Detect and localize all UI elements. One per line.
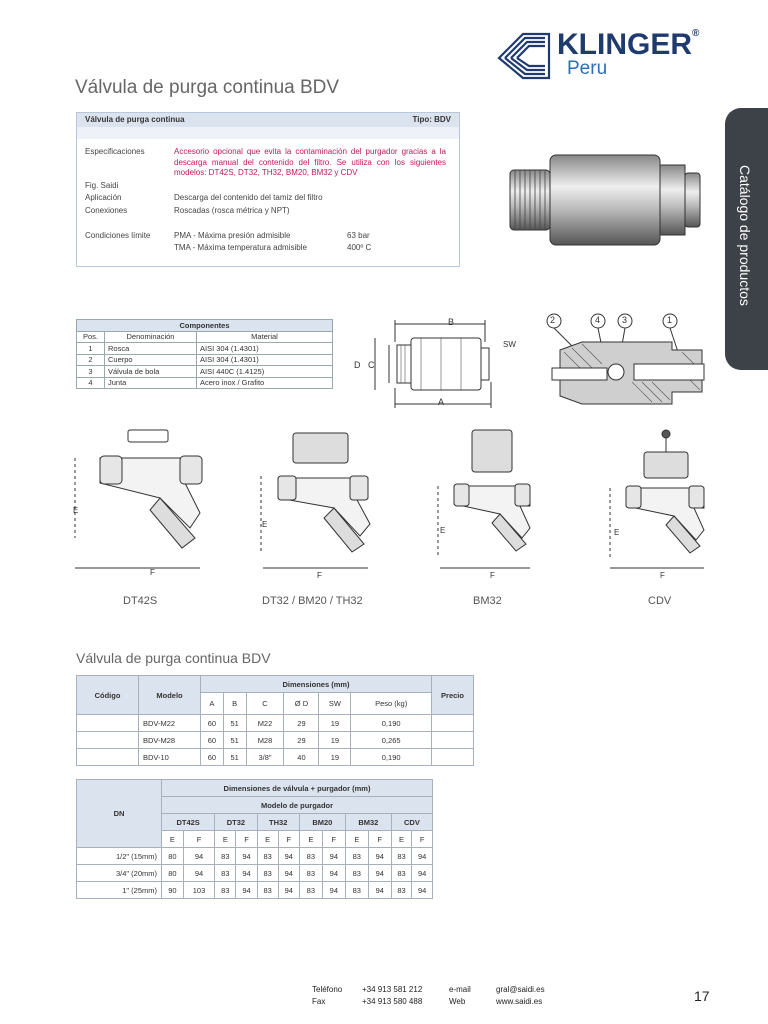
table-row: 1 Rosca AISI 304 (1.4301) bbox=[77, 343, 333, 355]
callout-3: 3 bbox=[622, 315, 628, 325]
product-caption-dt32: DT32 / BM20 / TH32 bbox=[262, 595, 363, 607]
callout-4: 4 bbox=[595, 315, 601, 325]
spec-label-fig: Fig. Saidi bbox=[85, 181, 119, 190]
footer-tel: +34 913 581 212 bbox=[362, 985, 423, 994]
side-tab-label: Catálogo de productos bbox=[737, 165, 753, 306]
dn-header-subgroup: Modelo de purgador bbox=[162, 797, 433, 814]
spec-value-conexiones: Roscadas (rosca métrica y NPT) bbox=[174, 206, 290, 215]
dn-cell: 83 bbox=[257, 865, 278, 882]
table-row: BDV-M28 60 51 M28 29 19 0,265 bbox=[77, 732, 474, 749]
dn-cell: 83 bbox=[299, 865, 322, 882]
valve-illustration bbox=[505, 145, 705, 255]
spec-value-tma-amount: 400º C bbox=[347, 243, 372, 252]
spec-box bbox=[76, 112, 460, 267]
dn-cell: 94 bbox=[322, 848, 345, 865]
footer-tel-label: Teléfono bbox=[312, 985, 343, 994]
dimensions-table: Código Modelo Dimensiones (mm) Precio A B C Ø D SW Peso (kg) BDV-M22 60 51 M22 29 19 0,190 BDV-M28 60 51 M28 29 19 0,265 BDV-10 60 51 3/8" 40 19 0,190 bbox=[76, 675, 474, 766]
dn-cell: 83 bbox=[345, 882, 368, 899]
dn-cell: 83 bbox=[391, 848, 411, 865]
dim-label-b: B bbox=[448, 317, 455, 327]
spec-label-condiciones: Condiciones límite bbox=[85, 231, 151, 240]
spec-label-aplicacion: Aplicación bbox=[85, 193, 122, 202]
page-number: 17 bbox=[694, 988, 710, 1004]
product-caption-dt42s: DT42S bbox=[123, 595, 158, 607]
dim-label-d: D bbox=[354, 360, 361, 370]
dn-cell: 94 bbox=[236, 882, 257, 899]
dn-cell: 94 bbox=[183, 848, 215, 865]
logo-name: KLINGER® bbox=[557, 28, 700, 61]
spec-value-tma: TMA - Máxima temperatura admisible bbox=[174, 243, 307, 252]
product-cdv-f-label: F bbox=[660, 571, 665, 580]
dn-cell: 94 bbox=[236, 865, 257, 882]
product-dt42s-f-label: F bbox=[150, 568, 155, 577]
product-caption-bm32: BM32 bbox=[473, 595, 502, 607]
dim-label-sw: SW bbox=[503, 340, 516, 349]
dn-cell: 83 bbox=[299, 848, 322, 865]
product-caption-cdv: CDV bbox=[648, 595, 672, 607]
dn-cell: 94 bbox=[236, 848, 257, 865]
spec-value-pma-amount: 63 bar bbox=[347, 231, 370, 240]
product-dt32-f-label: F bbox=[317, 571, 322, 580]
dn-cell: 80 bbox=[162, 848, 184, 865]
dn-cell: 83 bbox=[345, 865, 368, 882]
dn-row-label: 3/4" (20mm) bbox=[77, 865, 162, 882]
table-row bbox=[77, 865, 433, 882]
product-dt42s-e-label: E bbox=[73, 506, 79, 515]
product-dt32-e-label: E bbox=[262, 520, 268, 529]
components-title: Componentes bbox=[77, 320, 333, 332]
dn-cell: 94 bbox=[322, 882, 345, 899]
dn-row-label: 1" (25mm) bbox=[77, 882, 162, 899]
footer-email[interactable]: gral@saidi.es bbox=[496, 985, 545, 994]
logo-region: Peru bbox=[567, 58, 608, 79]
dn-table: DN Dimensiones de válvula + purgador (mm) Modelo de purgador DT42S DT32 TH32 BM20 BM32 CDV E F E F E F E F E F E F 1/2" (15mm) 80 94 83 94 83 94 83 94 83 94 83 94 3/4" (20mm) 80 94 83 94 83 94 83 94 83 94 83 94 1" (25mm) 90 103 83 94 83 94 83 94 83 94 83 94 bbox=[76, 779, 433, 899]
dn-row-label: 1/2" (15mm) bbox=[77, 848, 162, 865]
dn-cell: 83 bbox=[215, 865, 236, 882]
table-row: BDV-10 60 51 3/8" 40 19 0,190 bbox=[77, 749, 474, 766]
table-row bbox=[77, 882, 433, 899]
spec-label-especificaciones: Especificaciones bbox=[85, 147, 145, 156]
spec-value-pma: PMA - Máxima presión admisible bbox=[174, 231, 291, 240]
dn-cell: 83 bbox=[257, 848, 278, 865]
dim-header-codigo: Código bbox=[77, 676, 139, 715]
footer-fax-label: Fax bbox=[312, 997, 326, 1006]
dn-cell: 83 bbox=[215, 882, 236, 899]
spec-label-conexiones: Conexiones bbox=[85, 206, 128, 215]
dn-cell: 94 bbox=[322, 865, 345, 882]
spec-header-left: Válvula de purga continua bbox=[85, 115, 185, 124]
spec-value-especificaciones: Accesorio opcional que evita la contaminación del purgador gracias a la descarga manual del contenido del filtro. Se utiliza con los siguientes modelos: DT42S, DT32, TH32, BM20, BM32 y CDV bbox=[174, 147, 446, 177]
dn-cell: 83 bbox=[345, 848, 368, 865]
dn-cell: 80 bbox=[162, 865, 184, 882]
spec-band bbox=[77, 127, 459, 139]
components-table bbox=[76, 319, 333, 389]
dn-cell: 103 bbox=[183, 882, 215, 899]
product-cdv-e-label: E bbox=[614, 528, 620, 537]
table-row: 4 Junta Acero inox / Grafito bbox=[77, 377, 333, 389]
components-header-pos: Pos. bbox=[77, 331, 105, 343]
product-cdv-drawing bbox=[600, 428, 730, 588]
dn-cell: 94 bbox=[412, 882, 433, 899]
dim-label-a: A bbox=[438, 397, 445, 407]
footer-email-label: e-mail bbox=[449, 985, 471, 994]
components-header-material: Material bbox=[197, 331, 333, 343]
dn-cell: 90 bbox=[162, 882, 184, 899]
dn-cell: 94 bbox=[412, 865, 433, 882]
table-row: BDV-M22 60 51 M22 29 19 0,190 bbox=[77, 715, 474, 732]
footer-fax: +34 913 580 488 bbox=[362, 997, 423, 1006]
footer-web[interactable]: www.saidi.es bbox=[496, 997, 543, 1006]
dn-cell: 94 bbox=[183, 865, 215, 882]
footer-web-label: Web bbox=[449, 997, 466, 1006]
dn-cell: 94 bbox=[278, 848, 299, 865]
dn-cell: 83 bbox=[391, 882, 411, 899]
dn-cell: 94 bbox=[368, 865, 391, 882]
table-row: 3 Válvula de bola AISI 440C (1.4125) bbox=[77, 366, 333, 378]
dn-cell: 94 bbox=[412, 848, 433, 865]
product-bm32-f-label: F bbox=[490, 571, 495, 580]
side-tab bbox=[725, 108, 768, 370]
dn-cell: 94 bbox=[278, 865, 299, 882]
dim-header-group: Dimensiones (mm) bbox=[201, 676, 432, 693]
spec-header bbox=[77, 113, 459, 127]
dn-cell: 83 bbox=[257, 882, 278, 899]
spec-value-aplicacion: Descarga del contenido del tamiz del filtro bbox=[174, 193, 323, 202]
section-drawing bbox=[542, 312, 712, 420]
product-bm32-e-label: E bbox=[440, 526, 446, 535]
dn-cell: 94 bbox=[368, 848, 391, 865]
product-dt42s-drawing bbox=[70, 428, 240, 588]
dim-header-precio: Precio bbox=[432, 676, 474, 715]
dn-cell: 83 bbox=[299, 882, 322, 899]
dn-cell: 94 bbox=[368, 882, 391, 899]
klinger-logo bbox=[495, 28, 735, 88]
product-bm32-drawing bbox=[430, 428, 560, 588]
section-title: Válvula de purga continua BDV bbox=[76, 650, 271, 666]
spec-header-right: Tipo: BDV bbox=[412, 115, 451, 124]
components-header-denominacion: Denominación bbox=[105, 331, 197, 343]
page-title: Válvula de purga continua BDV bbox=[75, 77, 340, 98]
dn-header-group: Dimensiones de válvula + purgador (mm) bbox=[162, 780, 433, 797]
table-row: 2 Cuerpo AISI 304 (1.4301) bbox=[77, 354, 333, 366]
callout-1: 1 bbox=[667, 315, 673, 325]
klinger-mark-icon bbox=[495, 28, 553, 84]
table-row bbox=[77, 848, 433, 865]
dn-cell: 94 bbox=[278, 882, 299, 899]
dn-header-dn: DN bbox=[77, 780, 162, 848]
dim-header-modelo: Modelo bbox=[139, 676, 201, 715]
dn-cell: 83 bbox=[391, 865, 411, 882]
callout-2: 2 bbox=[550, 315, 556, 325]
dim-label-c: C bbox=[368, 360, 375, 370]
dn-cell: 83 bbox=[215, 848, 236, 865]
product-dt32-drawing bbox=[258, 428, 428, 588]
